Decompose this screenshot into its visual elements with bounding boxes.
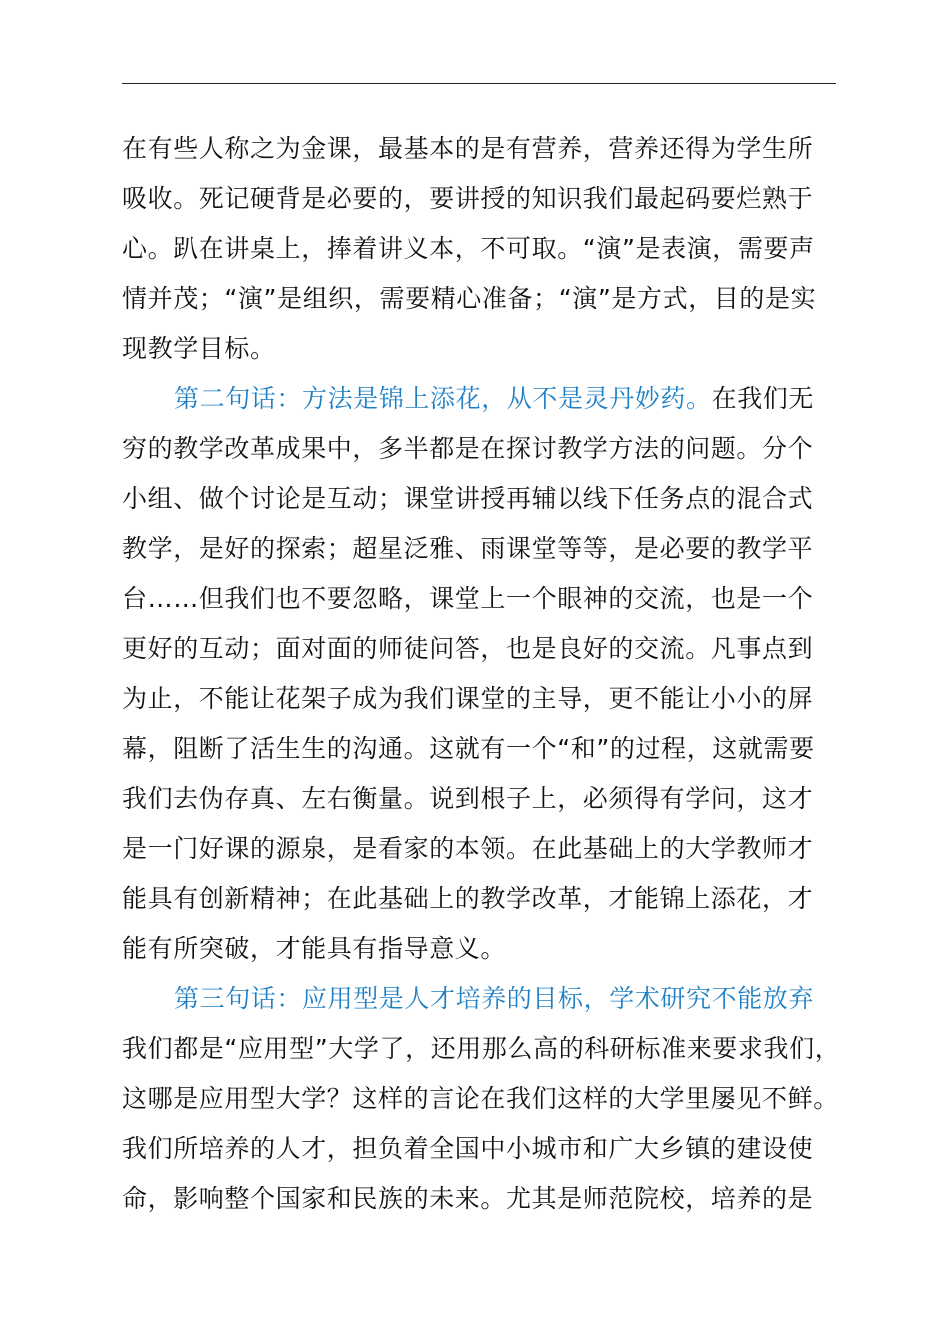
paragraph-3-first-line	[122, 974, 862, 1024]
body-line: 情并茂；“演”是组织，需要精心准备；“演”是方式，目的是实	[122, 284, 817, 313]
body-line: 是一门好课的源泉，是看家的本领。在此基础上的大学教师才	[122, 834, 814, 863]
body-line: 这哪是应用型大学？这样的言论在我们这样的大学里屡见不鲜。	[122, 1084, 839, 1113]
section-heading-3: 第三句话：应用型是人才培养的目标，学术研究不能放弃	[174, 984, 815, 1013]
body-text: 在我们无	[711, 384, 815, 413]
body-line: 能具有创新精神；在此基础上的教学改革，才能锦上添花，才	[122, 884, 814, 913]
body-line: 穷的教学改革成果中，多半都是在探讨教学方法的问题。分个	[122, 434, 814, 463]
body-line: 命，影响整个国家和民族的未来。尤其是师范院校，培养的是	[122, 1184, 814, 1213]
body-line: 教学，是好的探索；超星泛雅、雨课堂等等，是必要的教学平	[122, 534, 814, 563]
body-line: 更好的互动；面对面的师徒问答，也是良好的交流。凡事点到	[122, 634, 814, 663]
body-line: 台……但我们也不要忽略，课堂上一个眼神的交流，也是一个	[122, 584, 814, 613]
paragraph-2	[122, 374, 862, 974]
body-line: 为止，不能让花架子成为我们课堂的主导，更不能让小小的屏	[122, 684, 814, 713]
header-rule	[122, 83, 836, 84]
section-heading-2: 第二句话：方法是锦上添花，从不是灵丹妙药。	[174, 384, 712, 413]
paragraph-2-first-line	[122, 374, 862, 424]
body-line: 幕，阻断了活生生的沟通。这就有一个“和”的过程，这就需要	[122, 734, 815, 763]
body-line: 在有些人称之为金课，最基本的是有营养，营养还得为学生所	[122, 134, 814, 163]
paragraph-1	[122, 124, 862, 374]
body-line: 吸收。死记硬背是必要的，要讲授的知识我们最起码要烂熟于	[122, 184, 814, 213]
body-line: 我们去伪存真、左右衡量。说到根子上，必须得有学问，这才	[122, 784, 814, 813]
document-body	[122, 124, 862, 1224]
body-line: 现教学目标。	[122, 334, 276, 363]
body-line: 我们都是“应用型”大学了，还用那么高的科研标准来要求我们，	[122, 1034, 841, 1063]
body-line: 能有所突破，才能具有指导意义。	[122, 934, 507, 963]
body-line: 小组、做个讨论是互动；课堂讲授再辅以线下任务点的混合式	[122, 484, 814, 513]
body-line: 我们所培养的人才，担负着全国中小城市和广大乡镇的建设使	[122, 1134, 814, 1163]
body-line: 心。趴在讲桌上，捧着讲义本，不可取。“演”是表演，需要声	[122, 234, 815, 263]
paragraph-3	[122, 974, 862, 1224]
